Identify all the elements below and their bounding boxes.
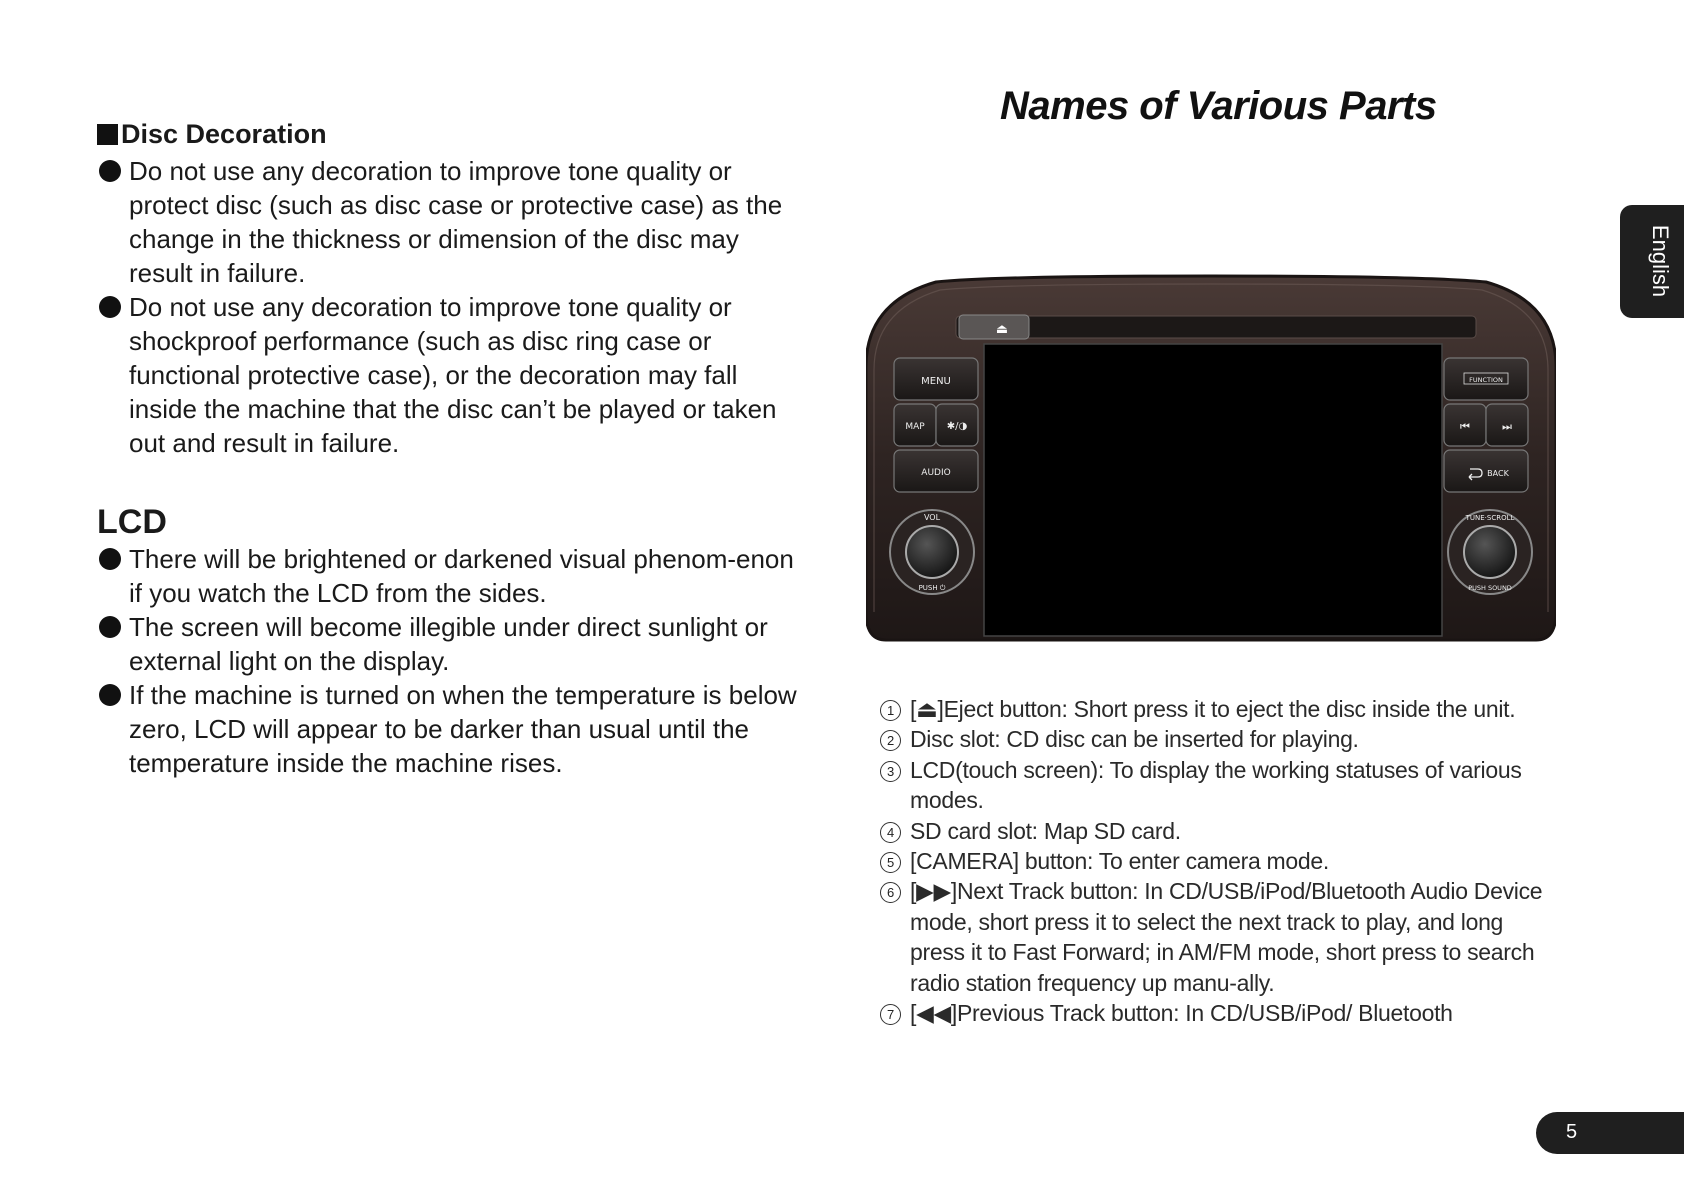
disc-decoration-heading-text: Disc Decoration [121,119,327,149]
next-track-button[interactable] [1486,404,1528,446]
part-item [880,846,1560,876]
back-button[interactable] [1444,450,1528,492]
page-number-tab [1536,1112,1684,1154]
tune-scroll-knob[interactable] [1448,510,1532,594]
list-item-text: There will be brightened or darkened visual phenom-enon if you watch the LCD from the sides. [129,544,794,608]
part-item [880,998,1560,1028]
square-bullet-icon [97,124,118,145]
list-item-text: If the machine is turned on when the temperature is below zero, LCD will appear to be darker than usual until the temperature inside the machine rises. [129,680,797,778]
part-number: 7 [880,1004,901,1025]
language-tab [1620,205,1684,318]
lcd-screen [984,344,1442,636]
part-number: 5 [880,852,901,873]
part-text: [▶▶]Next Track button: In CD/USB/iPod/Bluetooth Audio Device mode, short press it to select the next track to play, and long press it to Fast Forward; in AM/FM mode, short press to search radio station frequency up manu-ally. [910,878,1543,996]
volume-knob[interactable] [890,510,974,594]
lcd-list [97,542,797,780]
eject-icon: ⏏ [995,322,1009,337]
part-number: 1 [880,700,901,721]
disc-decoration-list [97,154,797,460]
part-text: [CAMERA] button: To enter camera mode. [910,848,1329,875]
lcd-heading: LCD [97,503,167,541]
brightness-button[interactable] [936,404,978,446]
brightness-icon: ✱/◑ [946,421,968,432]
audio-label: AUDIO [921,468,951,478]
disc-decoration-heading [97,118,797,150]
menu-button[interactable] [894,358,978,400]
list-item [97,678,797,780]
part-item [880,876,1560,998]
list-item [97,154,797,290]
part-number: 4 [880,822,901,843]
menu-label: MENU [921,376,951,387]
function-label: FUNCTION [1469,376,1503,384]
part-number: 2 [880,730,901,751]
page-title: Names of Various Parts [1000,84,1437,128]
previous-track-icon: ⏮ [1460,420,1470,433]
head-unit-illustration [866,272,1556,642]
list-item [97,610,797,678]
map-button[interactable] [894,404,936,446]
tune-scroll-label: TUNE·SCROLL [1465,514,1515,522]
list-item-text: The screen will become illegible under direct sunlight or external light on the display. [129,612,768,676]
list-item-text: Do not use any decoration to improve tone quality or shockproof performance (such as disc ring case or functional protective case), or the decoration may fall inside the machine that the disc can’t be played or taken out and result in failure. [129,292,777,458]
previous-track-button[interactable] [1444,404,1486,446]
part-item [880,694,1560,724]
part-item [880,724,1560,754]
bullet-icon [99,160,121,182]
part-text: SD card slot: Map SD card. [910,817,1181,844]
part-number: 3 [880,761,901,782]
push-sound-label: PUSH SOUND [1468,584,1512,592]
part-text: [◀◀]Previous Track button: In CD/USB/iPod/ Bluetooth [910,1000,1453,1027]
page-number: 5 [1566,1121,1578,1143]
map-label: MAP [905,422,925,432]
part-text: Disc slot: CD disc can be inserted for playing. [910,726,1359,753]
list-item-text: Do not use any decoration to improve tone quality or protect disc (such as disc case or protective case) as the change in the thickness or dimension of the disc may result in failure. [129,156,783,288]
language-tab-label: English [1648,224,1673,298]
next-track-icon: ⏭ [1502,420,1512,433]
vol-label: VOL [923,513,941,522]
audio-button[interactable] [894,450,978,492]
part-item [880,816,1560,846]
part-item [880,755,1560,816]
eject-button[interactable] [959,315,1029,339]
bullet-icon [99,616,121,638]
list-item [97,542,797,610]
parts-list [880,694,1560,1028]
function-button[interactable] [1444,358,1528,400]
bullet-icon [99,296,121,318]
part-number: 6 [880,882,901,903]
push-power-label: PUSH ⏻ [918,584,946,592]
bullet-icon [99,548,121,570]
bullet-icon [99,684,121,706]
part-text: LCD(touch screen): To display the working statuses of various modes. [910,756,1522,814]
part-text: [⏏]Eject button: Short press it to eject the disc inside the unit. [910,696,1516,722]
disc-slot [956,316,1476,338]
back-label: BACK [1487,469,1509,478]
list-item [97,290,797,460]
left-column [97,118,797,780]
